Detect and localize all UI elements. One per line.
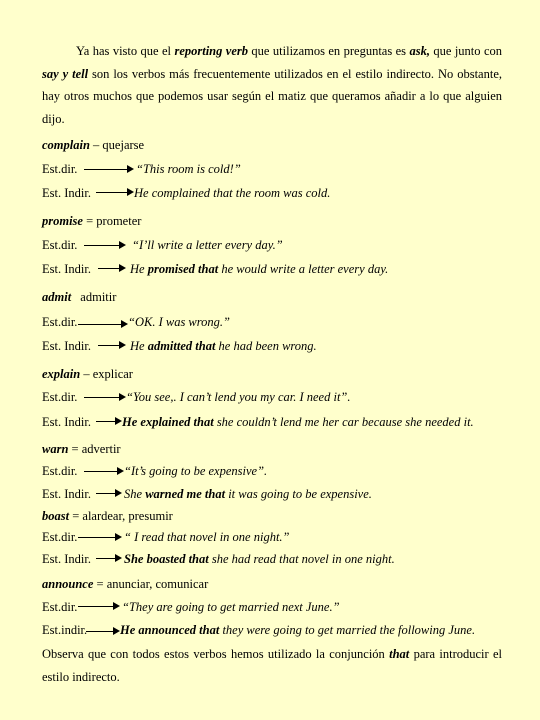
- indirect-text-bold: explained that: [140, 415, 214, 429]
- indirect-example-admit: [130, 338, 317, 354]
- verb-name: explain: [42, 367, 81, 381]
- indirect-text-post: she had read that novel in one night.: [208, 552, 395, 566]
- verb-heading-complain: [42, 137, 144, 153]
- verb-heading-warn: [42, 441, 121, 457]
- verb-separator: –: [80, 367, 93, 381]
- direct-example-complain: “This room is cold!”: [136, 162, 241, 176]
- indirect-text-pre: He: [130, 339, 148, 353]
- arrow-icon: [96, 421, 120, 422]
- direct-label-promise: Est.dir.: [42, 238, 78, 252]
- indirect-label-announce: Est.indir.: [42, 623, 88, 637]
- indirect-text-bold: He announced that: [120, 623, 220, 637]
- verb-name: complain: [42, 138, 90, 152]
- indirect-text-pre: He: [122, 415, 141, 429]
- arrow-icon: [98, 268, 124, 269]
- indirect-example-complain: [134, 185, 330, 201]
- indirect-label-warn: Est. Indir.: [42, 487, 91, 501]
- indirect-example-warn: [124, 486, 372, 502]
- indirect-text-post: he had been wrong.: [215, 339, 317, 353]
- outro-text-2: para introducir el estilo indirecto.: [42, 647, 502, 684]
- verb-name: promise: [42, 214, 83, 228]
- direct-label-warn: Est.dir.: [42, 464, 78, 478]
- indirect-text-bold: promised that: [147, 262, 219, 276]
- direct-label-announce: Est.dir.: [42, 600, 78, 614]
- intro-say-tell: say y tell: [42, 66, 89, 81]
- verb-meaning: alardear, presumir: [82, 509, 173, 523]
- verb-separator: [71, 290, 74, 304]
- arrow-icon: [78, 324, 126, 325]
- verb-separator: =: [69, 509, 83, 523]
- indirect-text-bold: She boasted that: [124, 552, 209, 566]
- direct-label-complain: Est.dir.: [42, 162, 78, 176]
- indirect-text-post: it was going to be expensive.: [225, 487, 372, 501]
- outro-text-1: Observa que con todos estos verbos hemos utilizado la conjunción: [42, 647, 390, 661]
- verb-heading-explain: [42, 366, 133, 382]
- indirect-example-announce: [120, 622, 475, 638]
- outro-paragraph: [42, 643, 502, 688]
- indirect-example-promise: [130, 261, 388, 277]
- indirect-label-complain: Est. Indir.: [42, 186, 91, 200]
- verb-name: announce: [42, 577, 94, 591]
- verb-separator: =: [68, 442, 82, 456]
- indirect-text-post: she couldn’t lend me her car because she needed it.: [213, 415, 474, 429]
- intro-text-3: que junto con: [429, 44, 502, 58]
- arrow-icon: [84, 169, 132, 170]
- indirect-label-admit: Est. Indir.: [42, 339, 91, 353]
- arrow-icon: [84, 471, 122, 472]
- direct-label-explain: Est.dir.: [42, 390, 78, 404]
- indirect-text-pre: He complained that the room was cold.: [134, 186, 331, 200]
- indirect-text-bold: admitted that: [147, 339, 216, 353]
- indirect-text-post: he would write a letter every day.: [218, 262, 389, 276]
- verb-heading-admit: [42, 289, 116, 305]
- direct-example-explain: “You see,. I can’t lend you my car. I need it”.: [126, 390, 351, 404]
- verb-name: boast: [42, 509, 70, 523]
- verb-name: warn: [42, 442, 69, 456]
- arrow-icon: [78, 606, 118, 607]
- verb-meaning: prometer: [96, 214, 142, 228]
- verb-meaning: admitir: [80, 290, 117, 304]
- arrow-icon: [86, 631, 118, 632]
- verb-meaning: advertir: [81, 442, 121, 456]
- indirect-text-pre: She: [124, 487, 146, 501]
- arrow-icon: [96, 493, 120, 494]
- verb-heading-promise: [42, 213, 141, 229]
- arrow-icon: [78, 537, 120, 538]
- verb-separator: =: [82, 214, 97, 228]
- direct-example-boast: “ I read that novel in one night.”: [124, 530, 290, 544]
- arrow-icon: [96, 192, 132, 193]
- verb-meaning: quejarse: [102, 138, 145, 152]
- indirect-text-bold: warned me that: [145, 487, 226, 501]
- indirect-label-boast: Est. Indir.: [42, 552, 91, 566]
- verb-name: admit: [42, 290, 72, 304]
- outro-that: that: [389, 647, 410, 661]
- intro-ask: ask,: [409, 44, 430, 58]
- direct-example-announce: “They are going to get married next June.”: [122, 600, 340, 614]
- intro-paragraph: [42, 40, 502, 130]
- indirect-text-pre: He: [130, 262, 148, 276]
- verb-meaning: anunciar, comunicar: [106, 577, 209, 591]
- indirect-label-promise: Est. Indir.: [42, 262, 91, 276]
- indirect-example-explain: [122, 414, 474, 430]
- arrow-icon: [84, 245, 124, 246]
- intro-text-1: Ya has visto que el: [76, 44, 175, 58]
- direct-example-admit: “OK. I was wrong.”: [128, 315, 230, 329]
- intro-reporting-verb: reporting verb: [174, 44, 249, 58]
- verb-separator: –: [89, 138, 103, 152]
- arrow-icon: [98, 345, 124, 346]
- direct-example-warn: “It’s going to be expensive”.: [124, 464, 268, 478]
- direct-label-boast: Est.dir.: [42, 530, 78, 544]
- verb-heading-boast: [42, 508, 173, 524]
- indirect-label-explain: Est. Indir.: [42, 415, 91, 429]
- intro-text-2: que utilizamos en preguntas es: [248, 44, 410, 58]
- direct-example-promise: “I’ll write a letter every day.”: [132, 238, 283, 252]
- indirect-example-boast: [124, 551, 395, 567]
- direct-label-admit: Est.dir.: [42, 315, 78, 329]
- verb-heading-announce: [42, 576, 208, 592]
- verb-meaning: explicar: [92, 367, 133, 381]
- intro-text-4: son los verbos más frecuentemente utilizados en el estilo indirecto. No obstante, hay otros muchos que podemos usar según el matiz que queramos añadir a lo que alguien dijo.: [42, 66, 502, 126]
- verb-separator: =: [93, 577, 107, 591]
- indirect-text-post: they were going to get married the following June.: [219, 623, 476, 637]
- arrow-icon: [96, 558, 120, 559]
- arrow-icon: [84, 397, 124, 398]
